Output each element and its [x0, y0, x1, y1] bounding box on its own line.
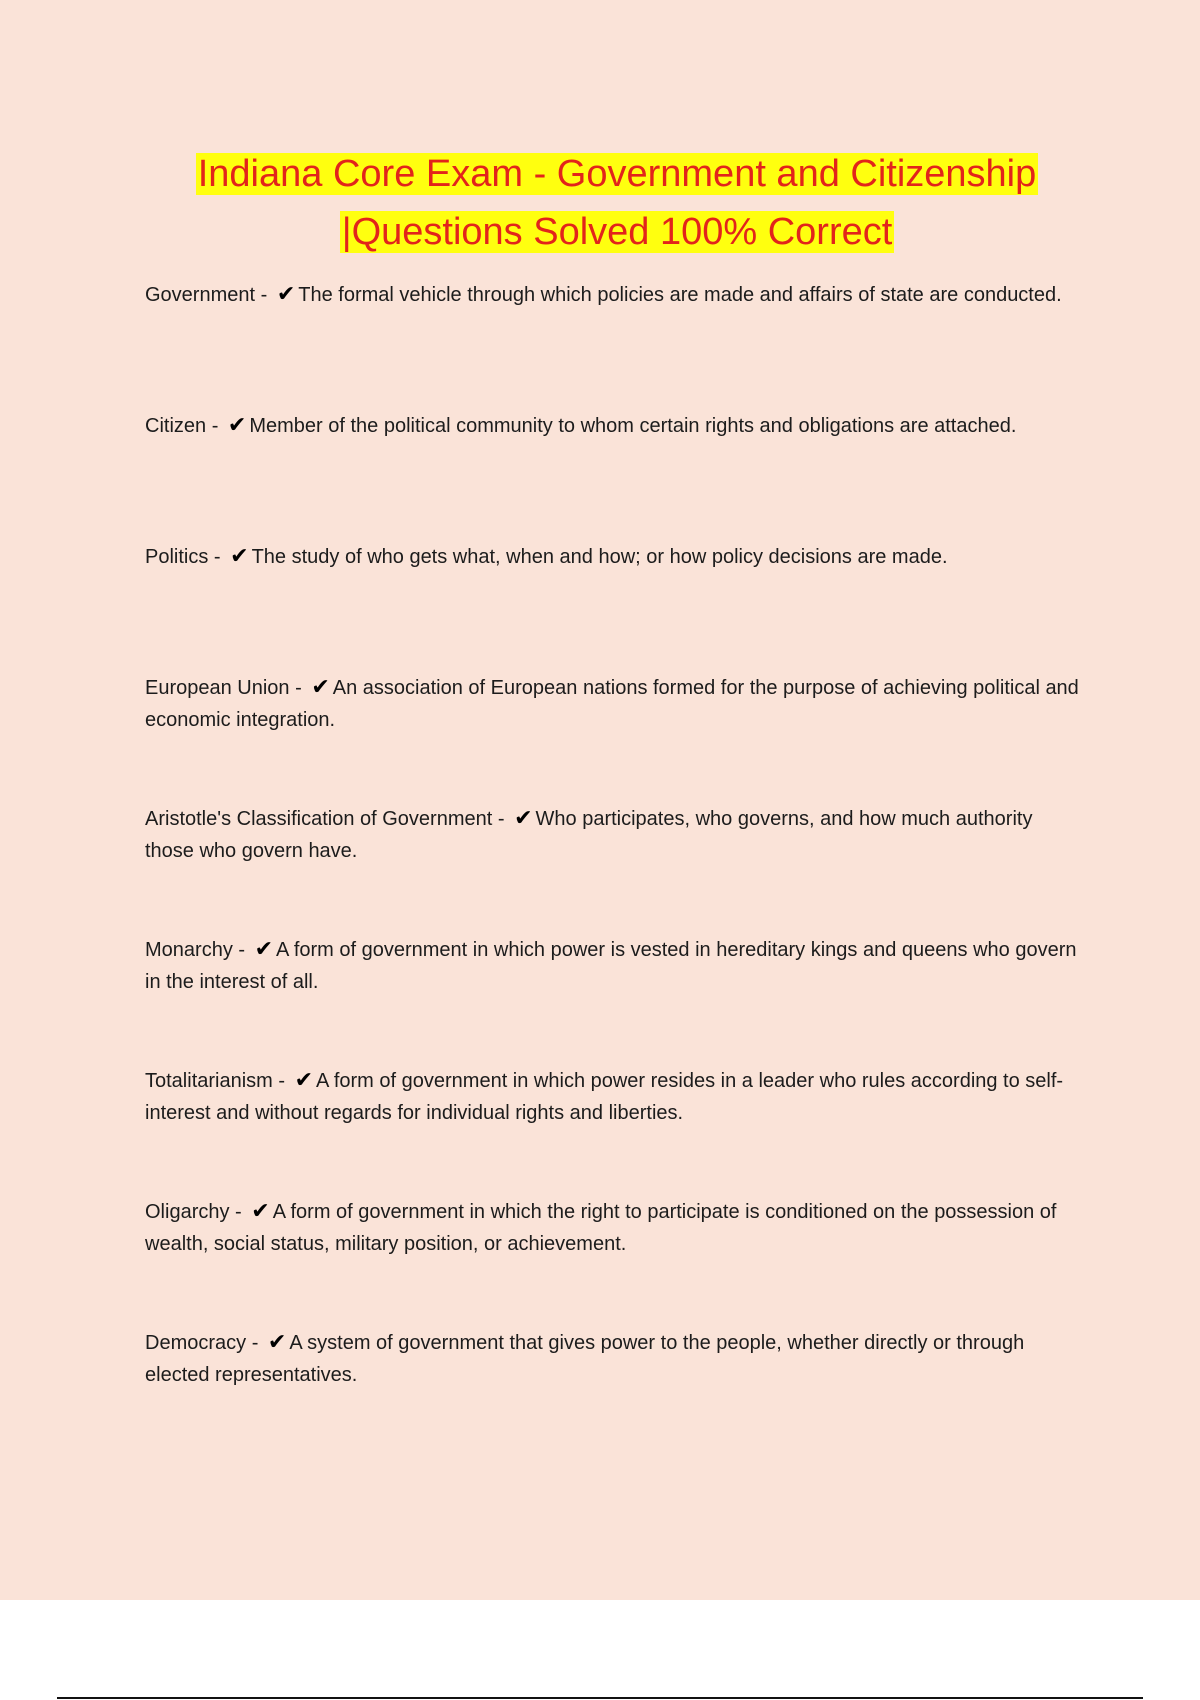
list-item	[145, 671, 1085, 802]
check-icon: ✔	[267, 1329, 287, 1354]
entry-definition: The formal vehicle through which policies are made and affairs of state are conducted.	[298, 284, 1062, 306]
entry-separator: -	[272, 1070, 291, 1092]
list-item	[145, 1326, 1085, 1457]
entry-definition: The study of who gets what, when and how; or how policy decisions are made.	[251, 546, 948, 568]
entry-definition: A form of government in which power is vested in hereditary kings and queens who govern in the interest of all.	[145, 939, 1077, 993]
entry-term: Aristotle's Classification of Government	[145, 808, 493, 830]
check-icon: ✔	[276, 281, 296, 306]
entry-definition: An association of European nations formed for the purpose of achieving political and economic integration.	[145, 677, 1079, 731]
check-icon: ✔	[254, 936, 274, 961]
entry-term: Citizen	[145, 415, 207, 437]
entry-separator: -	[229, 1201, 248, 1223]
entry-term: Totalitarianism	[145, 1070, 273, 1092]
check-icon: ✔	[294, 1067, 314, 1092]
entry-term: Politics	[145, 546, 209, 568]
list-item	[145, 278, 1085, 409]
entry-separator: -	[206, 415, 224, 437]
title-line-2: |Questions Solved 100% Correct	[341, 211, 893, 253]
entry-separator: -	[492, 808, 511, 830]
entry-term: Monarchy	[145, 939, 233, 961]
list-item	[145, 409, 1085, 540]
entry-term: European Union	[145, 677, 290, 699]
list-item	[145, 1064, 1085, 1195]
check-icon: ✔	[251, 1198, 270, 1223]
title-line-1: Indiana Core Exam - Government and Citizenship	[197, 153, 1037, 195]
entry-separator: -	[255, 284, 273, 306]
list-item	[145, 802, 1085, 933]
entry-list	[145, 278, 1085, 1457]
entry-separator: -	[246, 1332, 264, 1354]
entry-separator: -	[289, 677, 308, 699]
check-icon: ✔	[311, 674, 330, 699]
entry-definition: A system of government that gives power to the people, whether directly or through elected representatives.	[145, 1332, 1025, 1386]
entry-term: Democracy	[145, 1332, 247, 1354]
check-icon: ✔	[227, 412, 247, 437]
entry-definition: Who participates, who governs, and how much authority those who govern have.	[145, 808, 1033, 862]
list-item	[145, 1195, 1085, 1326]
entry-term: Government	[145, 284, 256, 306]
document-title	[100, 145, 1134, 261]
entry-separator: -	[208, 546, 227, 568]
list-item	[145, 933, 1085, 1064]
footer-divider	[57, 1697, 1143, 1699]
entry-definition: Member of the political community to whom certain rights and obligations are attached.	[249, 415, 1017, 437]
entry-definition: A form of government in which power resides in a leader who rules according to self-interest and without regards for individual rights and liberties.	[145, 1070, 1064, 1124]
entry-definition: A form of government in which the right to participate is conditioned on the possession of wealth, social status, military position, or achievement.	[145, 1201, 1057, 1255]
check-icon: ✔	[514, 805, 533, 830]
entry-term: Oligarchy	[145, 1201, 230, 1223]
entry-separator: -	[232, 939, 251, 961]
check-icon: ✔	[230, 543, 249, 568]
list-item	[145, 540, 1085, 671]
